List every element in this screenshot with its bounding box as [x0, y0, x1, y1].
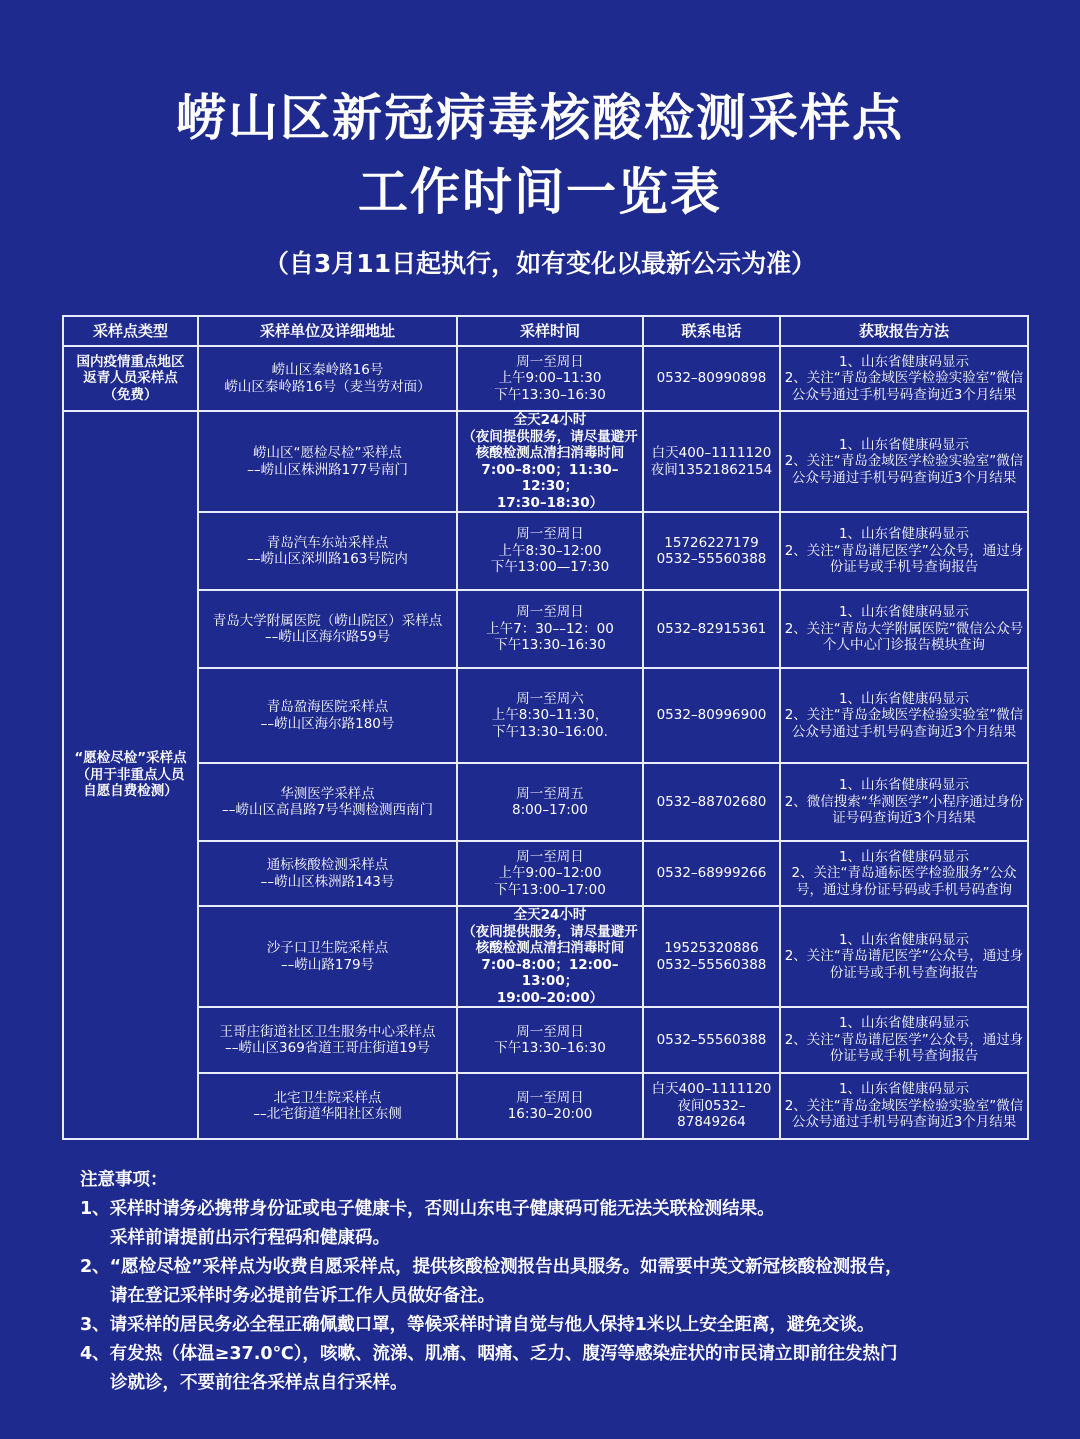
note-item: 2、“愿检尽检”采样点为收费自愿采样点，提供核酸检测报告出具服务。如需要中英文新冠核酸检测报告，: [80, 1257, 903, 1277]
phone-cell: 0532–80990898: [643, 346, 780, 411]
report-cell: 1、山东省健康码显示 2、关注“青岛通标医学检验服务”公众 号，通过身份证号码或手机号码查询: [780, 841, 1028, 906]
table-row: [63, 841, 1028, 906]
note-item: 4、有发热（体温≥37.0℃），咳嗽、流涕、肌痛、咽痛、乏力、腹泻等感染症状的市民请立即前往发热门: [80, 1344, 898, 1364]
unit-cell: 青岛汽车东站采样点 ––崂山区深圳路163号院内: [198, 512, 457, 590]
time-cell: 周一至周六 上午8:30–11:30， 下午13:30–16:00.: [457, 668, 643, 763]
table-row: [63, 346, 1028, 411]
table-row: [63, 1007, 1028, 1073]
phone-cell: 0532–88702680: [643, 763, 780, 841]
category-cell: 国内疫情重点地区 返青人员采样点 （免费）: [63, 346, 198, 411]
report-cell: 1、山东省健康码显示 2、微信搜索“华测医学”小程序通过身份 证号码查询近3个月结果: [780, 763, 1028, 841]
report-cell: 1、山东省健康码显示 2、关注“青岛金域医学检验实验室”微信 公众号通过手机号码查询近3个月结果: [780, 1073, 1028, 1139]
table-row: [63, 763, 1028, 841]
time-cell: 全天24小时 （夜间提供服务，请尽量避开 核酸检测点清扫消毒时间 7:00–8:00；12:00–13:00； 19:00–20:00）: [457, 906, 643, 1007]
phone-cell: 0532–82915361: [643, 590, 780, 668]
time-cell: 全天24小时 （夜间提供服务，请尽量避开 核酸检测点清扫消毒时间 7:00–8:00；11:30–12:30； 17:30–18:30）: [457, 411, 643, 512]
notes-heading: 注意事项：: [80, 1170, 168, 1190]
time-cell: 周一至周日 下午13:30–16:30: [457, 1007, 643, 1073]
table-row: [63, 411, 1028, 512]
time-cell: 周一至周日 16:30–20:00: [457, 1073, 643, 1139]
phone-cell: 0532–80996900: [643, 668, 780, 763]
unit-cell: 青岛盈海医院采样点 ––崂山区海尔路180号: [198, 668, 457, 763]
time-cell: 周一至周日 上午9:00–12:00 下午13:00–17:00: [457, 841, 643, 906]
time-cell: 周一至周日 上午7：30––12：00 下午13:30–16:30: [457, 590, 643, 668]
note-item-continuation: 诊就诊，不要前往各采样点自行采样。: [110, 1373, 408, 1393]
unit-cell: 崂山区“愿检尽检”采样点 ––崂山区株洲路177号南门: [198, 411, 457, 512]
page-title-line2: 工作时间一览表: [358, 163, 722, 221]
unit-cell: 通标核酸检测采样点 ––崂山区株洲路143号: [198, 841, 457, 906]
table-row: [63, 590, 1028, 668]
note-item: 1、采样时请务必携带身份证或电子健康卡，否则山东电子健康码可能无法关联检测结果。: [80, 1199, 775, 1219]
note-item-continuation: 请在登记采样时务必提前告诉工作人员做好备注。: [110, 1286, 495, 1306]
header-unit-address: 采样单位及详细地址: [198, 316, 457, 346]
phone-cell: 19525320886 0532–55560388: [643, 906, 780, 1007]
header-time: 采样时间: [457, 316, 643, 346]
time-cell: 周一至周五 8:00–17:00: [457, 763, 643, 841]
unit-cell: 王哥庄街道社区卫生服务中心采样点 ––崂山区369省道王哥庄街道19号: [198, 1007, 457, 1073]
page-subtitle: （自3月11日起执行，如有变化以最新公示为准）: [263, 249, 817, 278]
time-cell: 周一至周日 上午8:30–12:00 下午13:00—17:30: [457, 512, 643, 590]
table-row: [63, 906, 1028, 1007]
table-row: [63, 668, 1028, 763]
time-cell: 周一至周日 上午9:00–11:30 下午13:30–16:30: [457, 346, 643, 411]
notes-section: [80, 1166, 1040, 1398]
header-type: 采样点类型: [63, 316, 198, 346]
report-cell: 1、山东省健康码显示 2、关注“青岛大学附属医院”微信公众号 个人中心门诊报告模块查询: [780, 590, 1028, 668]
report-cell: 1、山东省健康码显示 2、关注“青岛金域医学检验实验室”微信 公众号通过手机号码查询近3个月结果: [780, 411, 1028, 512]
report-cell: 1、山东省健康码显示 2、关注“青岛谱尼医学”公众号，通过身 份证号或手机号查询报告: [780, 906, 1028, 1007]
report-cell: 1、山东省健康码显示 2、关注“青岛谱尼医学”公众号，通过身 份证号或手机号查询报告: [780, 512, 1028, 590]
note-item: 3、请采样的居民务必全程正确佩戴口罩，等候采样时请自觉与他人保持1米以上安全距离，避免交谈。: [80, 1315, 875, 1335]
table-row: [63, 1073, 1028, 1139]
sampling-sites-table: [62, 315, 1029, 1140]
page-title: 崂山区新冠病毒核酸检测采样点: [176, 89, 904, 147]
report-cell: 1、山东省健康码显示 2、关注“青岛谱尼医学”公众号，通过身 份证号或手机号查询报告: [780, 1007, 1028, 1073]
report-cell: 1、山东省健康码显示 2、关注“青岛金域医学检验实验室”微信 公众号通过手机号码查询近3个月结果: [780, 668, 1028, 763]
header-phone: 联系电话: [643, 316, 780, 346]
phone-cell: 0532–55560388: [643, 1007, 780, 1073]
unit-cell: 北宅卫生院采样点 ––北宅街道华阳社区东侧: [198, 1073, 457, 1139]
phone-cell: 15726227179 0532–55560388: [643, 512, 780, 590]
phone-cell: 白天400–1111120 夜间13521862154: [643, 411, 780, 512]
category-cell: “愿检尽检”采样点 （用于非重点人员 自愿自费检测）: [63, 411, 198, 1139]
note-item-continuation: 采样前请提前出示行程码和健康码。: [110, 1228, 390, 1248]
phone-cell: 白天400–1111120 夜间0532–87849264: [643, 1073, 780, 1139]
table-row: [63, 512, 1028, 590]
table-header-row: [63, 316, 1028, 346]
phone-cell: 0532–68999266: [643, 841, 780, 906]
header-report-method: 获取报告方法: [780, 316, 1028, 346]
unit-cell: 崂山区秦岭路16号 崂山区秦岭路16号（麦当劳对面）: [198, 346, 457, 411]
unit-cell: 沙子口卫生院采样点 ––崂山路179号: [198, 906, 457, 1007]
report-cell: 1、山东省健康码显示 2、关注“青岛金域医学检验实验室”微信 公众号通过手机号码查询近3个月结果: [780, 346, 1028, 411]
unit-cell: 青岛大学附属医院（崂山院区）采样点 ––崂山区海尔路59号: [198, 590, 457, 668]
unit-cell: 华测医学采样点 ––崂山区高昌路7号华测检测西南门: [198, 763, 457, 841]
